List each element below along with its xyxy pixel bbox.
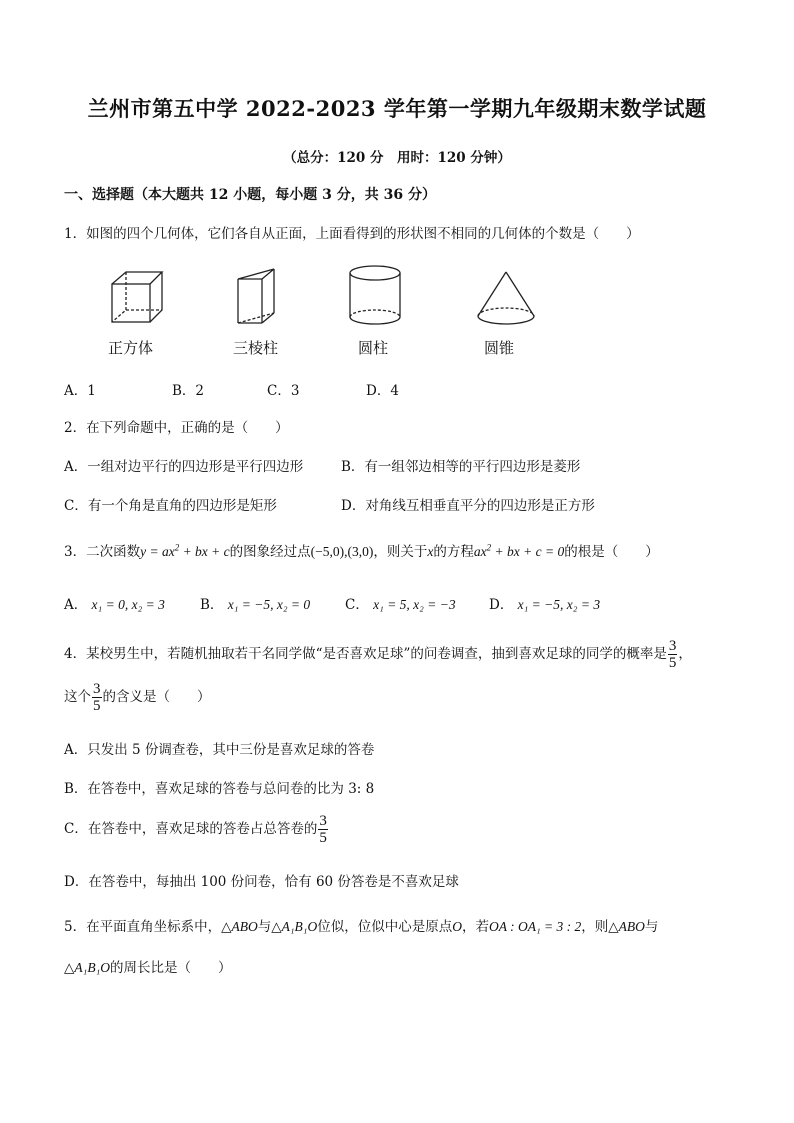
q4-option-c[interactable] xyxy=(64,813,329,846)
q3-equation: $ax^2$ + bx + c = 0 xyxy=(473,542,565,559)
question-3-stem xyxy=(64,540,659,560)
shape-label-triangular-prism: 三棱柱 xyxy=(233,339,279,357)
q5-triangle-a1b1o-2: △A₁B₁O xyxy=(64,960,111,975)
q4-option-d[interactable]: D．在答卷中，每抽出 100 份问卷，恰有 60 份答卷是不喜欢足球 xyxy=(64,874,459,890)
q2-option-d[interactable]: D．对角线互相垂直平分的四边形是正方形 xyxy=(341,498,595,514)
q2-option-c[interactable]: C．有一个角是直角的四边形是矩形 xyxy=(64,498,277,514)
q5-triangle-abo-2: △ABO xyxy=(608,919,645,934)
q3-stem-mid3: 的方程 xyxy=(433,544,474,560)
q4-stem-line1-end: ， xyxy=(678,646,692,662)
q4-fraction xyxy=(668,638,678,671)
q5-stem-a: 5．在平面直角坐标系中， xyxy=(64,919,222,935)
shape-label-cone: 圆锥 xyxy=(484,339,515,357)
q4-fraction-2 xyxy=(92,681,102,714)
q3-option-a-value: x₁ = 0, x₂ = 3 xyxy=(91,597,165,612)
q3-option-a[interactable] xyxy=(64,593,165,613)
q3-option-c[interactable] xyxy=(345,593,456,613)
fraction-denominator: 5 xyxy=(668,655,677,671)
q3-option-b-letter: B． xyxy=(200,597,224,613)
fraction-numerator: 3 xyxy=(93,681,101,697)
q5-triangle-abo: △ABO xyxy=(221,919,258,934)
q4-option-c-text: C．在答卷中，喜欢足球的答卷占总答卷的 xyxy=(64,821,318,837)
q5-origin: O xyxy=(452,919,462,934)
q5-stem-e: ，则 xyxy=(581,919,609,935)
q3-stem-suffix: 的根是（ ） xyxy=(564,544,659,560)
q4-stem-line1: 4．某校男生中，若随机抽取若干名同学做“是否喜欢足球”的问卷调查，抽到喜欢足球的同学的概率是 xyxy=(64,646,667,662)
q3-var-x: x xyxy=(427,544,434,559)
q5-stem-f: 与 xyxy=(644,919,659,935)
q1-option-d[interactable]: D．4 xyxy=(366,383,399,399)
q3-option-c-value: x₁ = 5, x₂ = −3 xyxy=(373,597,456,612)
question-2-stem: 2．在下列命题中，正确的是（ ） xyxy=(64,420,289,436)
section-heading: 一、选择题（本大题共 12 小题，每小题 3 分，共 36 分） xyxy=(64,187,436,203)
triangular-prism-icon xyxy=(234,265,280,329)
fraction-denominator: 5 xyxy=(93,698,101,714)
q2-option-b[interactable]: B．有一组邻边相等的平行四边形是菱形 xyxy=(341,459,581,475)
q3-option-b[interactable] xyxy=(200,593,310,613)
question-5-stem xyxy=(64,915,658,935)
q3-stem-mid2: ，则关于 xyxy=(373,544,428,560)
question-4-stem xyxy=(64,638,692,671)
question-1-stem: 1．如图的四个几何体，它们各自从正面，上面看得到的形状图不相同的几何体的个数是（ ） xyxy=(64,226,640,242)
q3-option-b-value: x₁ = −5, x₂ = 0 xyxy=(227,597,311,612)
q3-option-d-letter: D． xyxy=(489,597,514,613)
q3-option-a-letter: A． xyxy=(64,597,88,613)
exam-info: （总分：120 分 用时：120 分钟） xyxy=(283,150,511,166)
q4-stem2-suffix: 的含义是（ ） xyxy=(102,689,211,705)
q5-stem-b: 与 xyxy=(257,919,272,935)
q3-stem-prefix: 3．二次函数 xyxy=(64,544,141,560)
page-title: 兰州市第五中学 2022-2023 学年第一学期九年级期末数学试题 xyxy=(87,96,707,121)
q1-option-a[interactable]: A．1 xyxy=(64,383,96,399)
q2-option-a[interactable]: A．一组对边平行的四边形是平行四边形 xyxy=(64,459,304,475)
question-5-stem-line2 xyxy=(64,956,232,976)
q3-points: (−5,0),(3,0) xyxy=(310,544,374,559)
q5-stem-line2: 的周长比是（ ） xyxy=(110,960,232,976)
q4-option-b[interactable]: B．在答卷中，喜欢足球的答卷与总问卷的比为 3: 8 xyxy=(64,781,375,797)
q5-ratio: OA : OA₁ = 3 : 2 xyxy=(488,919,582,934)
fraction-denominator: 5 xyxy=(319,830,327,846)
q4-option-c-fraction xyxy=(318,813,328,846)
q3-stem-mid: 的图象经过点 xyxy=(229,544,311,560)
cube-icon xyxy=(108,270,166,328)
q4-option-a[interactable]: A．只发出 5 份调查卷，其中三份是喜欢足球的答卷 xyxy=(64,742,375,758)
q3-function: $y = ax^2$ + bx + c xyxy=(140,542,230,559)
q1-option-b[interactable]: B．2 xyxy=(172,383,205,399)
q3-option-d-value: x₁ = −5, x₂ = 3 xyxy=(517,597,601,612)
q1-option-c[interactable]: C．3 xyxy=(267,383,300,399)
q3-option-c-letter: C． xyxy=(345,597,369,613)
q5-triangle-a1b1o: △A₁B₁O xyxy=(271,919,318,934)
fraction-numerator: 3 xyxy=(668,638,677,654)
cone-icon xyxy=(474,268,538,328)
q5-stem-c: 位似，位似中心是原点 xyxy=(317,919,453,935)
fraction-numerator: 3 xyxy=(319,813,327,829)
shape-label-cylinder: 圆柱 xyxy=(358,339,389,357)
q5-stem-d: ，若 xyxy=(461,919,489,935)
q4-stem2-prefix: 这个 xyxy=(64,689,91,705)
cylinder-icon xyxy=(346,263,404,329)
q3-option-d[interactable] xyxy=(489,593,600,613)
question-4-stem-line2 xyxy=(64,681,211,714)
shape-label-cube: 正方体 xyxy=(108,339,154,357)
